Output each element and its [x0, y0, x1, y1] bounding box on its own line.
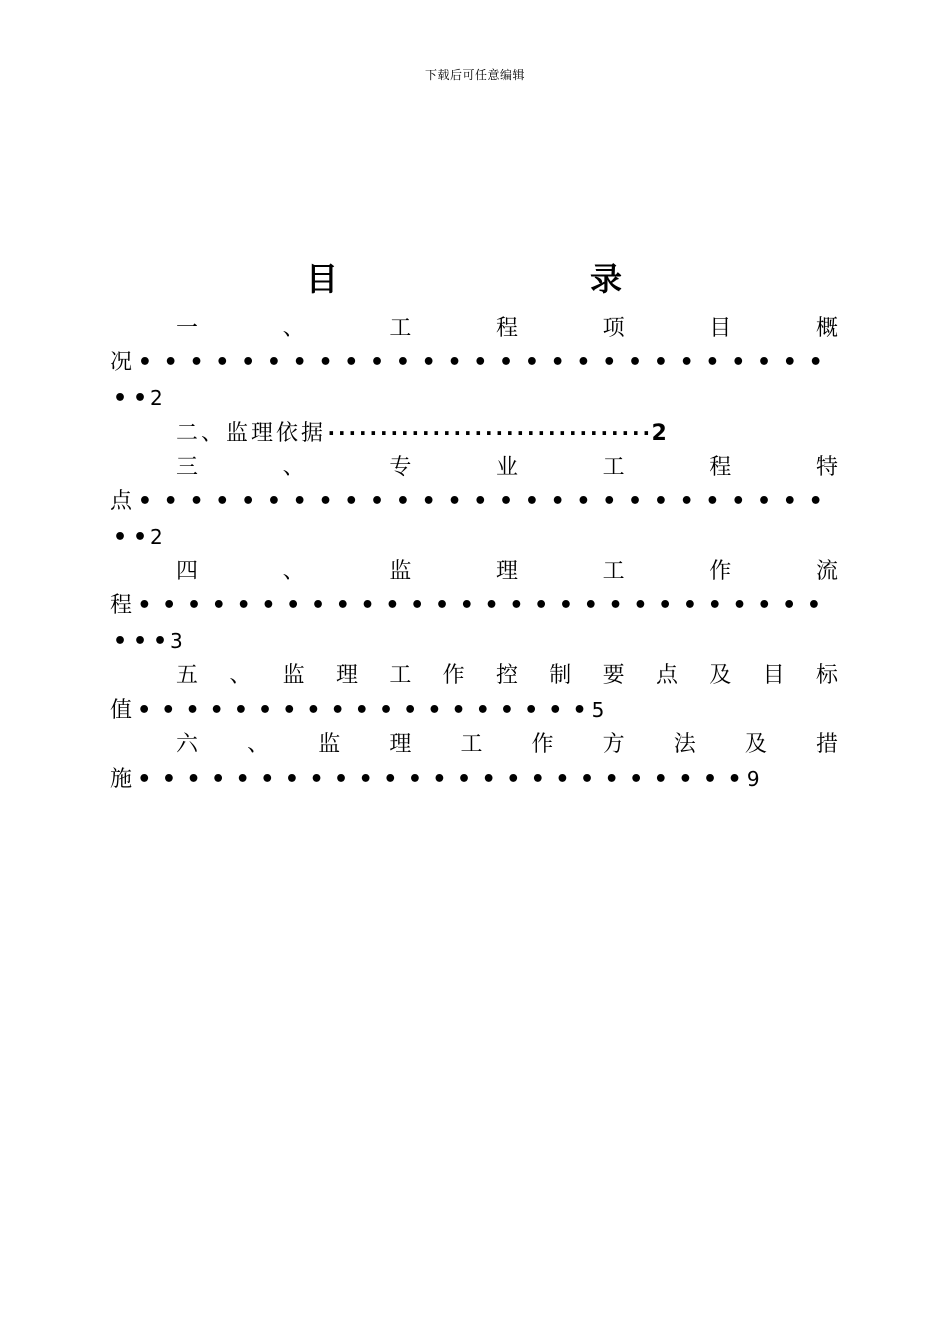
leader-dot: • — [579, 767, 595, 792]
leader-dot: · — [642, 421, 651, 445]
toc-entry-3-head: 三 、 专 业 工 程 特 — [176, 455, 838, 480]
toc-entry-4-page — [110, 626, 838, 656]
leader-dot: • — [808, 350, 823, 375]
leader-dot: • — [653, 767, 668, 792]
leader-dot: • — [475, 698, 490, 723]
leader-dot: • — [782, 350, 797, 375]
leader-dot: · — [411, 421, 420, 445]
leader-dot: • — [576, 350, 591, 375]
leader-dot: • — [354, 698, 369, 723]
leader-dot: • — [395, 489, 410, 514]
leader-dot: · — [400, 421, 409, 445]
leader-dot: · — [558, 421, 567, 445]
leader-dot: • — [555, 767, 570, 792]
leader-dot: • — [499, 489, 514, 514]
leader-dot: • — [633, 593, 648, 618]
leader-dots — [110, 386, 150, 411]
leader-dot: • — [330, 698, 345, 723]
leader-dot: · — [621, 421, 630, 445]
leader-dot: • — [209, 698, 224, 723]
leader-dot: • — [185, 698, 200, 723]
leader-dot: • — [705, 489, 720, 514]
leader-dot: • — [653, 489, 668, 514]
leader-dot: • — [260, 767, 275, 792]
leader-dots — [132, 698, 592, 723]
leader-dot: • — [358, 767, 373, 792]
leader-dot: • — [731, 489, 746, 514]
leader-dot: • — [524, 350, 539, 375]
leader-dot: • — [682, 593, 697, 618]
leader-dot: • — [318, 489, 333, 514]
toc-title — [110, 254, 838, 298]
page-number: 5 — [591, 698, 605, 722]
leader-dot: · — [327, 421, 336, 445]
leader-dot: • — [385, 593, 400, 618]
leader-dot: • — [112, 525, 128, 550]
leader-dot: • — [163, 350, 178, 375]
leader-dot: · — [568, 421, 577, 445]
toc-entry-2[interactable] — [110, 418, 838, 448]
leader-dot: • — [266, 489, 281, 514]
leader-dot: • — [189, 350, 204, 375]
toc-entry-4-tail: 程 • • • • • • • • • • • • • • • • • • • • • • • • • • • • — [110, 591, 838, 621]
leader-dot: • — [137, 489, 152, 514]
leader-dot: • — [499, 698, 514, 723]
leader-dot: · — [453, 421, 462, 445]
leader-dot: • — [707, 593, 722, 618]
leader-dot: • — [112, 386, 128, 411]
leader-dot: · — [547, 421, 556, 445]
leader-dot: • — [403, 698, 418, 723]
leader-dot: • — [186, 767, 201, 792]
leader-dot: · — [579, 421, 588, 445]
leader-dot: • — [727, 767, 742, 792]
leader-dot: • — [459, 593, 474, 618]
leader-dot: • — [334, 767, 349, 792]
leader-dot: • — [370, 350, 385, 375]
toc-entry-1-page — [110, 383, 838, 413]
page-number: 2 — [651, 421, 667, 446]
page-number: 3 — [170, 629, 183, 653]
leader-dot: · — [358, 421, 367, 445]
leader-dot: • — [137, 698, 152, 723]
leader-dot: • — [806, 593, 821, 618]
leader-dot: • — [457, 767, 472, 792]
leader-dot: • — [211, 767, 226, 792]
leader-dot: • — [427, 698, 442, 723]
leader-dot: · — [463, 421, 472, 445]
leader-dot: • — [757, 593, 772, 618]
leader-dot: • — [447, 350, 462, 375]
leader-dot: · — [516, 421, 525, 445]
leader-dot: · — [526, 421, 535, 445]
leader-dot: • — [112, 629, 128, 654]
leader-dot: • — [550, 350, 565, 375]
leader-dot: • — [530, 767, 545, 792]
leader-dot: • — [132, 525, 148, 550]
leader-dot: • — [583, 593, 598, 618]
leader-dot: • — [484, 593, 499, 618]
leader-dot: • — [628, 350, 643, 375]
leader-dot: • — [161, 698, 176, 723]
leader-dot: • — [451, 698, 466, 723]
leader-dots — [110, 629, 170, 654]
leader-dot: · — [474, 421, 483, 445]
title-char-1: 目 — [306, 260, 339, 298]
leader-dot: • — [731, 350, 746, 375]
leader-dot: • — [137, 767, 152, 792]
leader-dot: • — [378, 698, 394, 723]
leader-dot: • — [550, 489, 565, 514]
leader-dots-fine — [326, 421, 652, 446]
leader-dot: • — [473, 489, 488, 514]
leader-dot: • — [629, 767, 644, 792]
leader-dot: • — [604, 767, 619, 792]
leader-dot: • — [732, 593, 747, 618]
leader-dot: • — [524, 698, 539, 723]
leader-dot: • — [215, 350, 230, 375]
leader-dots — [132, 767, 747, 792]
leader-dot: • — [186, 593, 202, 618]
leader-dot: • — [258, 698, 273, 723]
leader-dot: • — [152, 629, 168, 654]
leader-dot: • — [233, 698, 248, 723]
leader-dot: • — [309, 767, 324, 792]
toc-entry-2-text: 二、监理依据 — [176, 421, 327, 446]
toc-entry-6-head: 六 、 监 理 工 作 方 法 及 措 — [176, 732, 838, 757]
leader-dot: • — [162, 593, 177, 618]
leader-dot: • — [558, 593, 573, 618]
leader-dot: • — [524, 489, 539, 514]
leader-dot: • — [284, 767, 299, 792]
leader-dot: · — [432, 421, 441, 445]
leader-dot: • — [653, 350, 668, 375]
leader-dot: • — [282, 698, 297, 723]
leader-dot: • — [215, 489, 230, 514]
leader-dot: • — [679, 489, 694, 514]
toc-entry-6-tail: 施 • • • • • • • • • • • • • • • • • • • • • • • • • 9 — [110, 764, 838, 794]
leader-dot: • — [383, 767, 398, 792]
leader-dot: • — [310, 593, 326, 618]
leader-dot: • — [261, 593, 276, 618]
leader-dot: • — [782, 593, 797, 618]
leader-dot: • — [211, 593, 226, 618]
leader-dot: • — [702, 767, 717, 792]
leader-dot: • — [576, 489, 591, 514]
title-char-2: 录 — [590, 260, 623, 298]
leader-dot: • — [572, 698, 587, 723]
leader-dots — [110, 525, 150, 550]
leader-dot: · — [600, 421, 609, 445]
leader-dot: · — [484, 421, 493, 445]
leader-dot: · — [337, 421, 346, 445]
leader-dot: • — [318, 350, 333, 375]
leader-dot: · — [390, 421, 399, 445]
leader-dot: • — [679, 350, 694, 375]
leader-dot: • — [292, 489, 307, 514]
leader-dot: · — [369, 421, 378, 445]
toc-entry-3-page — [110, 522, 838, 552]
leader-dot: · — [348, 421, 357, 445]
leader-dot: • — [602, 489, 617, 514]
leader-dot: • — [137, 593, 152, 618]
leader-dot: • — [808, 489, 823, 514]
page-number: 2 — [150, 525, 163, 549]
leader-dot: · — [495, 421, 504, 445]
leader-dot: • — [292, 350, 307, 375]
leader-dot: • — [137, 350, 152, 375]
leader-dot: · — [631, 421, 640, 445]
page-number: 9 — [746, 767, 760, 791]
leader-dot: • — [235, 767, 250, 792]
leader-dot: • — [509, 593, 524, 618]
leader-dot: · — [379, 421, 388, 445]
leader-dot: · — [442, 421, 451, 445]
leader-dot: • — [548, 698, 563, 723]
leader-dot: • — [161, 767, 176, 792]
leader-dot: • — [360, 593, 375, 618]
leader-dot: • — [602, 350, 617, 375]
leader-dot: • — [608, 593, 623, 618]
leader-dot: • — [499, 350, 514, 375]
leader-dot: • — [678, 767, 693, 792]
leader-dot: • — [421, 489, 436, 514]
leader-dot: • — [757, 489, 772, 514]
leader-dot: • — [421, 350, 436, 375]
toc-entry-5-head: 五 、 监 理 工 作 控 制 要 点 及 目 标 — [176, 663, 838, 688]
leader-dot: • — [286, 593, 301, 618]
toc-entry-1-tail: 况 • • • • • • • • • • • • • • • • • • • • • • • • • • • — [110, 348, 838, 378]
leader-dot: • — [506, 767, 521, 792]
leader-dot: • — [335, 593, 350, 618]
leader-dot: • — [344, 489, 359, 514]
leader-dot: • — [266, 350, 281, 375]
leader-dot: • — [628, 489, 643, 514]
leader-dot: • — [163, 489, 178, 514]
leader-dot: • — [434, 593, 449, 618]
leader-dot: · — [421, 421, 430, 445]
leader-dot: · — [610, 421, 619, 445]
leader-dot: • — [132, 629, 148, 654]
leader-dot: • — [410, 593, 425, 618]
leader-dot: • — [407, 767, 422, 792]
leader-dot: • — [481, 767, 496, 792]
leader-dot: • — [782, 489, 797, 514]
leader-dot: • — [534, 593, 549, 618]
toc-entry-5-tail: 值 • • • • • • • • • • • • • • • • • • • 5 — [110, 695, 838, 725]
toc-entry-3-tail: 点 • • • • • • • • • • • • • • • • • • • • • • • • • • • — [110, 487, 838, 517]
leader-dot: • — [395, 350, 410, 375]
toc-entry-4-head: 四 、 监 理 工 作 流 — [176, 559, 838, 584]
leader-dot: • — [658, 593, 673, 618]
leader-dot: • — [236, 593, 251, 618]
leader-dot: • — [370, 489, 385, 514]
page-header-note: 下载后可任意编辑 — [424, 68, 525, 82]
leader-dot: • — [447, 489, 462, 514]
page-number: 2 — [150, 386, 163, 410]
leader-dot: • — [344, 350, 359, 375]
leader-dot: • — [432, 767, 447, 792]
leader-dot: • — [306, 698, 321, 723]
toc-entry-1-head: 一 、 工 程 项 目 概 — [176, 316, 838, 341]
leader-dots — [132, 350, 829, 375]
leader-dot: · — [537, 421, 546, 445]
leader-dots — [132, 489, 829, 514]
leader-dot: • — [757, 350, 772, 375]
leader-dot: • — [473, 350, 488, 375]
leader-dot: · — [589, 421, 598, 445]
leader-dot: • — [132, 386, 148, 411]
leader-dot: · — [505, 421, 514, 445]
leader-dot: • — [241, 350, 256, 375]
leader-dots — [132, 593, 826, 618]
leader-dot: • — [705, 350, 720, 375]
leader-dot: • — [189, 489, 204, 514]
leader-dot: • — [241, 489, 256, 514]
